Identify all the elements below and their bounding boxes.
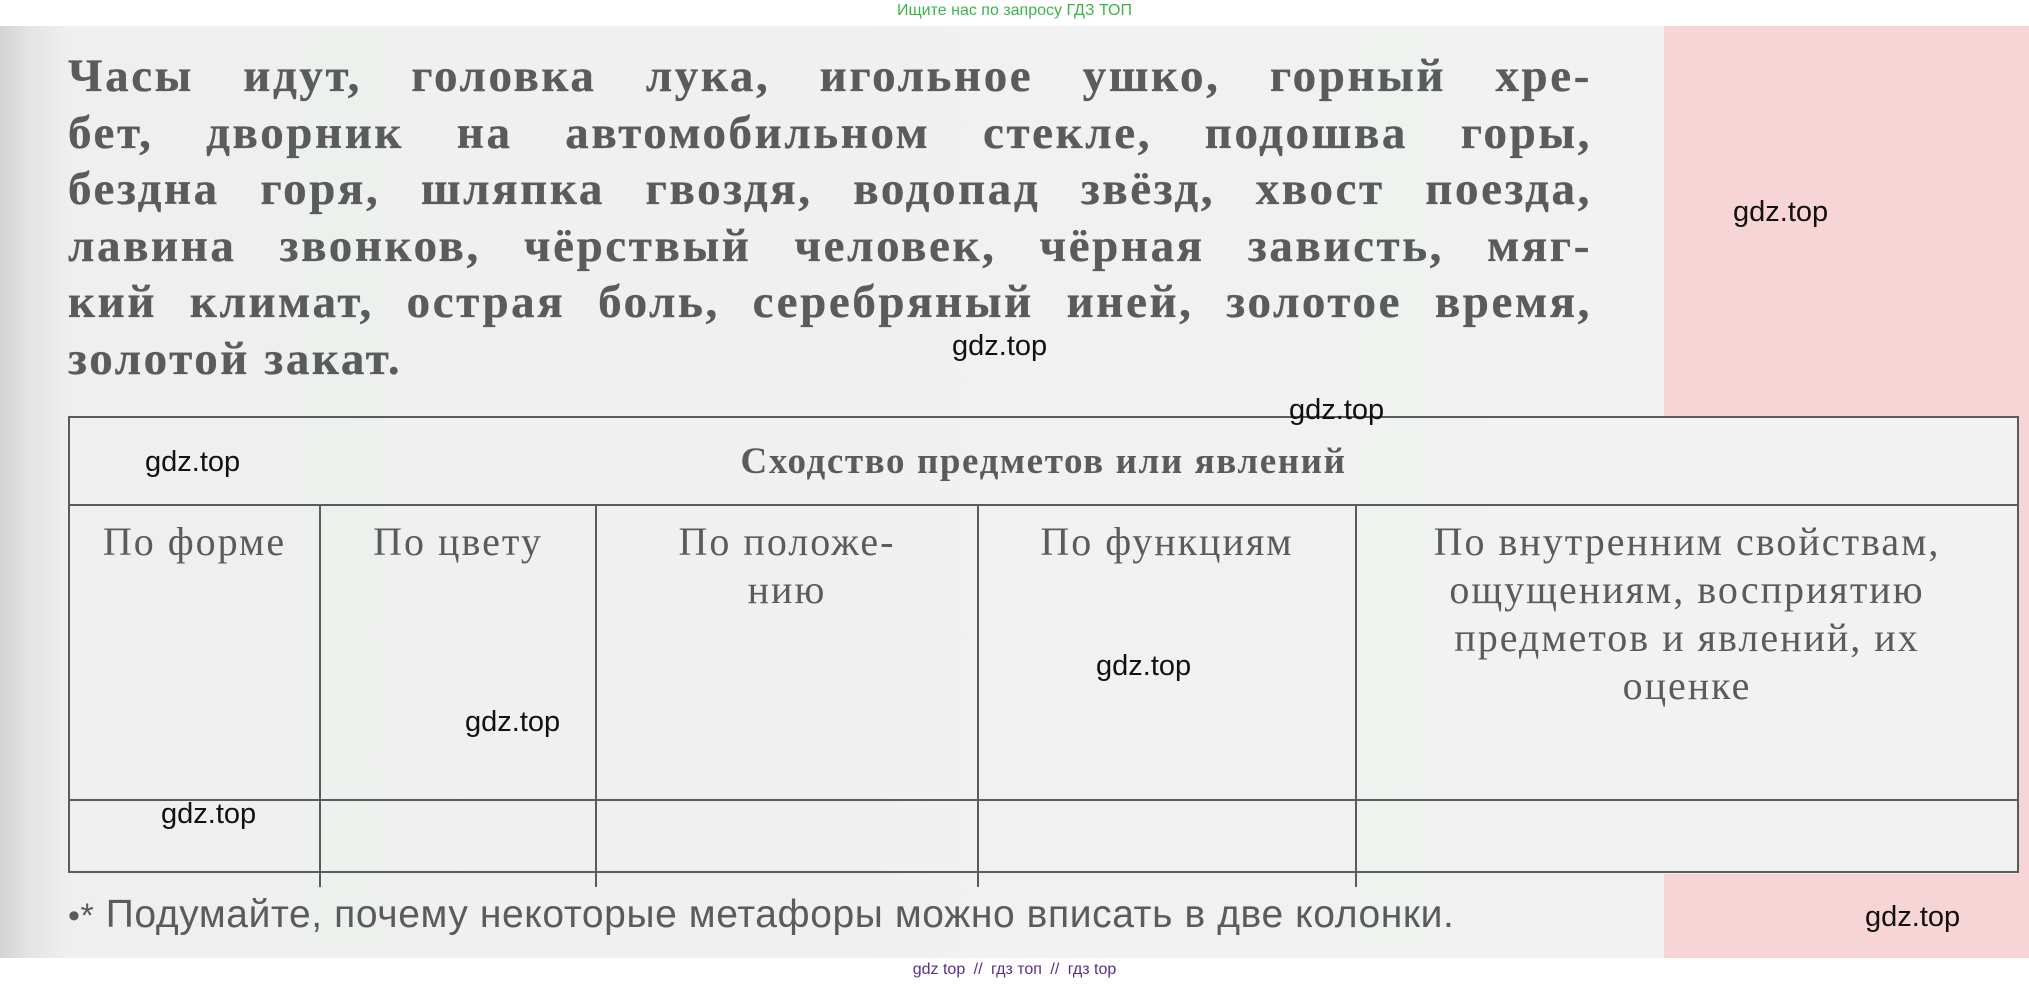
paragraph-line: Часы идут, головка лука, игольное ушко, горный хре- [68,50,1592,102]
footnote-text: Подумайте, почему некоторые метафоры можно вписать в две колонки. [105,893,1455,936]
top-search-banner[interactable]: Ищите нас по запросу ГДЗ ТОП [897,2,1132,19]
similarity-table [68,416,2019,873]
bottom-link[interactable]: гдз топ [991,961,1042,978]
column-by-internal-properties: По внутренним свойствам, ощущениям, восприятию предметов и явлений, их оценке [1356,505,2017,800]
watermark: gdz.top [465,706,561,738]
paragraph-line: золотой закат. [68,332,403,385]
paragraph-line: кий климат, острая боль, серебряный иней, золотое время, [68,276,1592,328]
bullet-icon: •* [68,897,95,935]
watermark: gdz.top [1289,394,1385,426]
bottom-link[interactable]: гдз top [1067,961,1117,978]
column-by-function: По функциям [978,505,1356,800]
paragraph-line: лавина звонков, чёрствый человек, чёрная зависть, мяг- [68,219,1592,272]
link-separator: // [973,961,983,978]
bottom-link[interactable]: gdz top [912,961,966,978]
answer-cell [978,800,1356,887]
bottom-links [0,958,2029,985]
footnote-question [68,893,1628,937]
watermark: gdz.top [1096,650,1192,682]
column-by-form: По форме [70,505,320,800]
paragraph-line: бездна горя, шляпка гвоздя, водопад звёзд, хвост поезда, [68,163,1592,215]
answer-cell [320,800,596,887]
metaphor-paragraph [68,48,1592,387]
watermark: gdz.top [145,446,241,478]
paragraph-line: бет, дворник на автомобильном стекле, подошва горы, [68,106,1592,159]
watermark: gdz.top [952,330,1048,362]
watermark: gdz.top [1733,196,1829,228]
column-by-color: По цвету [320,505,596,800]
watermark: gdz.top [1865,901,1961,933]
answer-cell [1356,800,2017,887]
column-by-position: По положе- нию [596,505,978,800]
table-header: Сходство предметов или явлений [70,418,2017,505]
answer-cell [596,800,978,887]
watermark: gdz.top [161,798,257,830]
link-separator: // [1050,961,1060,978]
